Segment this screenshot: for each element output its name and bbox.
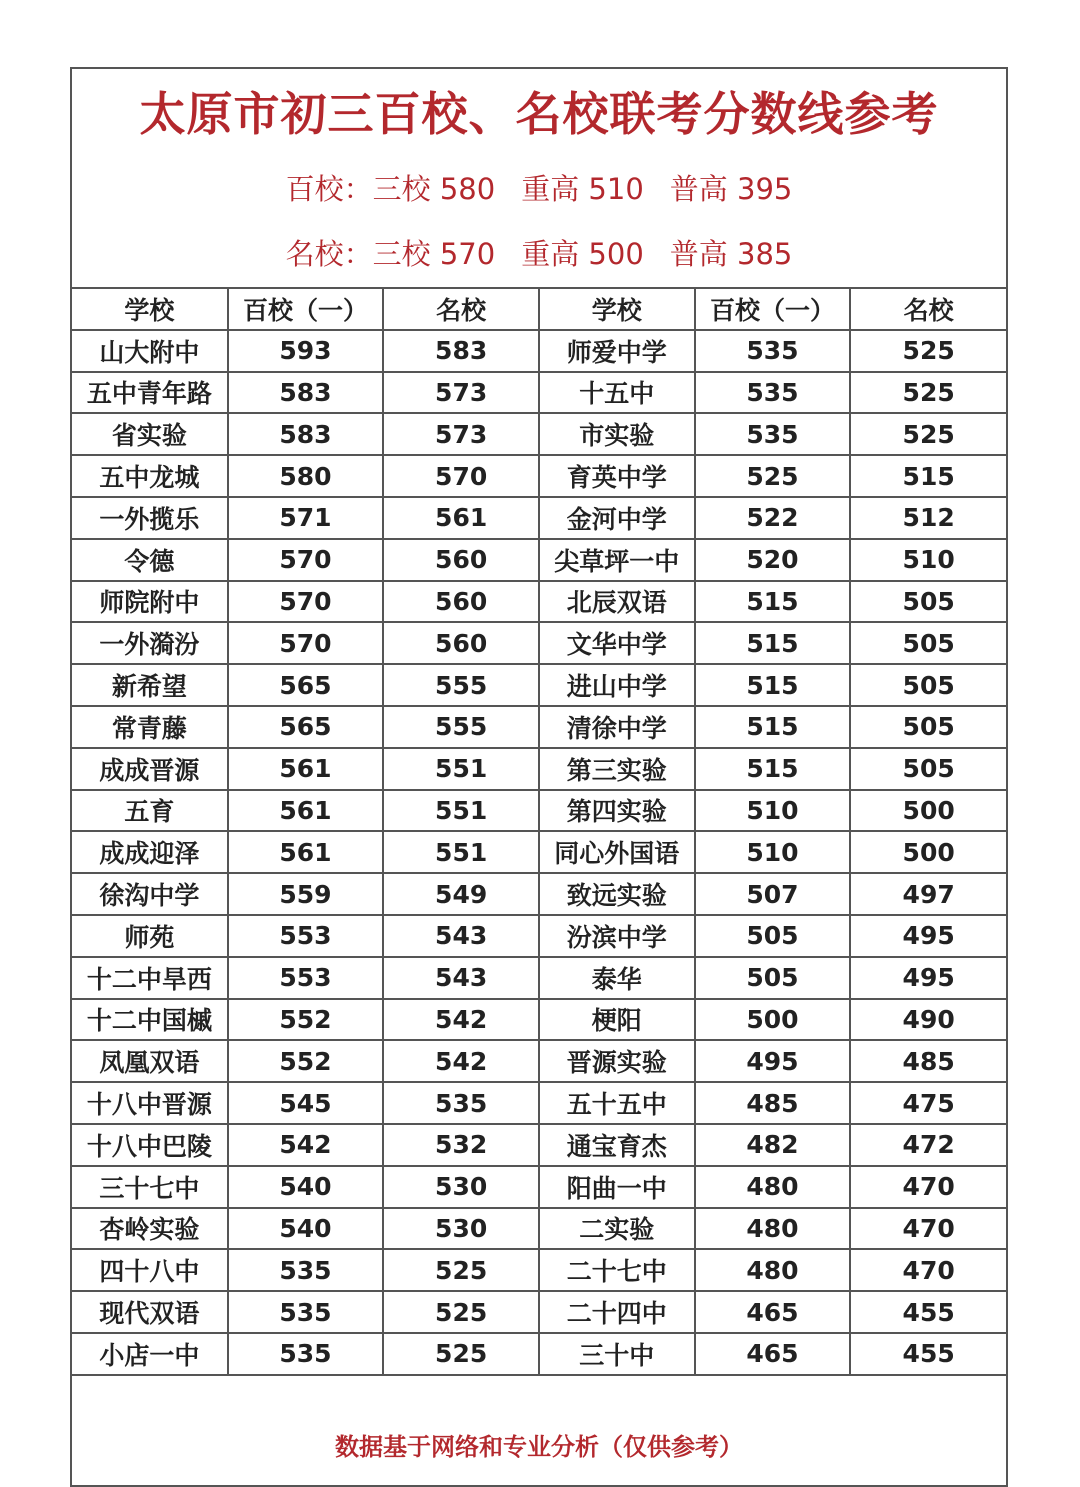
- score-cell: 522: [695, 497, 851, 539]
- score-cell: 535: [228, 1291, 384, 1333]
- score-cell: 495: [850, 957, 1006, 999]
- school-cell: 十二中国槭: [72, 999, 228, 1041]
- score-cell: 551: [383, 831, 539, 873]
- score-cell: 475: [850, 1082, 1006, 1124]
- score-cell: 520: [695, 539, 851, 581]
- score-cell: 560: [383, 622, 539, 664]
- table-row: [72, 455, 1006, 497]
- score-cell: 551: [383, 748, 539, 790]
- school-cell: 第三实验: [539, 748, 695, 790]
- score-cell: 505: [850, 748, 1006, 790]
- score-cell: 573: [383, 372, 539, 414]
- table-row: [72, 1166, 1006, 1208]
- score-cell: 470: [850, 1166, 1006, 1208]
- school-cell: 师爱中学: [539, 330, 695, 372]
- school-cell: 泰华: [539, 957, 695, 999]
- score-cell: 560: [383, 581, 539, 623]
- score-cell: 507: [695, 873, 851, 915]
- score-cell: 497: [850, 873, 1006, 915]
- line-item: 三校 580: [372, 172, 496, 206]
- score-cell: 555: [383, 706, 539, 748]
- school-cell: 通宝育杰: [539, 1124, 695, 1166]
- table-row: [72, 748, 1006, 790]
- school-cell: 金河中学: [539, 497, 695, 539]
- table-row: [72, 1291, 1006, 1333]
- score-cell: 505: [850, 706, 1006, 748]
- school-cell: 十八中晋源: [72, 1082, 228, 1124]
- score-cell: 543: [383, 915, 539, 957]
- school-cell: 梗阳: [539, 999, 695, 1041]
- score-cell: 485: [695, 1082, 851, 1124]
- score-cell: 482: [695, 1124, 851, 1166]
- footer-note: 数据基于网络和专业分析（仅供参考）: [335, 1433, 743, 1461]
- school-cell: 常青藤: [72, 706, 228, 748]
- column-header: 名校: [383, 288, 539, 330]
- school-cell: 十八中巴陵: [72, 1124, 228, 1166]
- score-cell: 560: [383, 539, 539, 581]
- score-cell: 530: [383, 1166, 539, 1208]
- score-cell: 552: [228, 999, 384, 1041]
- score-cell: 510: [695, 831, 851, 873]
- table-row: [72, 831, 1006, 873]
- line-item: 重高 500: [521, 237, 644, 271]
- table-row: [72, 957, 1006, 999]
- score-cell: 470: [850, 1208, 1006, 1250]
- table-row: [72, 915, 1006, 957]
- score-cell: 535: [695, 413, 851, 455]
- score-cell: 525: [383, 1291, 539, 1333]
- table-row: [72, 539, 1006, 581]
- score-cell: 525: [383, 1249, 539, 1291]
- score-cell: 535: [228, 1333, 384, 1375]
- score-cell: 455: [850, 1291, 1006, 1333]
- school-cell: 小店一中: [72, 1333, 228, 1375]
- score-cell: 465: [695, 1333, 851, 1375]
- score-cell: 570: [228, 581, 384, 623]
- school-cell: 五中青年路: [72, 372, 228, 414]
- school-cell: 三十七中: [72, 1166, 228, 1208]
- school-cell: 同心外国语: [539, 831, 695, 873]
- school-cell: 凤凰双语: [72, 1040, 228, 1082]
- score-cell: 480: [695, 1166, 851, 1208]
- score-cell: 535: [695, 330, 851, 372]
- score-cell: 561: [228, 831, 384, 873]
- school-cell: 文华中学: [539, 622, 695, 664]
- score-cell: 525: [850, 330, 1006, 372]
- score-cell: 551: [383, 790, 539, 832]
- score-cell: 559: [228, 873, 384, 915]
- school-cell: 一外揽乐: [72, 497, 228, 539]
- score-cell: 525: [850, 413, 1006, 455]
- score-cell: 561: [228, 790, 384, 832]
- table-row: [72, 1249, 1006, 1291]
- score-cell: 571: [228, 497, 384, 539]
- school-cell: 杏岭实验: [72, 1208, 228, 1250]
- score-cell: 525: [695, 455, 851, 497]
- score-cell: 505: [695, 957, 851, 999]
- score-cell: 553: [228, 957, 384, 999]
- table-row: [72, 1124, 1006, 1166]
- score-cell: 583: [228, 372, 384, 414]
- school-cell: 尖草坪一中: [539, 539, 695, 581]
- score-cell: 490: [850, 999, 1006, 1041]
- score-cell: 515: [695, 581, 851, 623]
- line-label: 名校：: [285, 237, 373, 271]
- table-row: [72, 581, 1006, 623]
- table-row: [72, 330, 1006, 372]
- score-cell: 570: [228, 622, 384, 664]
- table-row: [72, 1208, 1006, 1250]
- school-cell: 五育: [72, 790, 228, 832]
- school-cell: 省实验: [72, 413, 228, 455]
- table-row: [72, 664, 1006, 706]
- score-cell: 542: [383, 1040, 539, 1082]
- school-cell: 二十七中: [539, 1249, 695, 1291]
- score-cell: 593: [228, 330, 384, 372]
- score-cell: 535: [695, 372, 851, 414]
- column-header: 百校（一）: [695, 288, 851, 330]
- line-item: 重高 510: [521, 172, 644, 206]
- school-cell: 徐沟中学: [72, 873, 228, 915]
- table-row: [72, 1082, 1006, 1124]
- score-cell: 510: [695, 790, 851, 832]
- score-cell: 470: [850, 1249, 1006, 1291]
- school-cell: 新希望: [72, 664, 228, 706]
- score-cell: 505: [850, 581, 1006, 623]
- school-cell: 十五中: [539, 372, 695, 414]
- school-cell: 汾滨中学: [539, 915, 695, 957]
- line-label: 百校：: [285, 172, 373, 206]
- sheet-header: [72, 69, 1006, 287]
- score-cell: 480: [695, 1249, 851, 1291]
- score-cell: 540: [228, 1166, 384, 1208]
- school-cell: 成成晋源: [72, 748, 228, 790]
- line-item: 普高 395: [669, 172, 793, 206]
- score-cell: 512: [850, 497, 1006, 539]
- school-cell: 五中龙城: [72, 455, 228, 497]
- score-cell: 465: [695, 1291, 851, 1333]
- score-cell: 500: [850, 790, 1006, 832]
- school-cell: 令德: [72, 539, 228, 581]
- score-cell: 515: [695, 664, 851, 706]
- column-header: 学校: [72, 288, 228, 330]
- score-sheet: [70, 67, 1008, 1487]
- table-row: [72, 999, 1006, 1041]
- score-cell: 495: [850, 915, 1006, 957]
- score-cell: 552: [228, 1040, 384, 1082]
- table-row: [72, 1333, 1006, 1375]
- score-cell: 515: [850, 455, 1006, 497]
- table-row: [72, 413, 1006, 455]
- score-cell: 543: [383, 957, 539, 999]
- score-cell: 540: [228, 1208, 384, 1250]
- score-cell: 525: [850, 372, 1006, 414]
- score-cell: 535: [228, 1249, 384, 1291]
- school-cell: 现代双语: [72, 1291, 228, 1333]
- table-row: [72, 372, 1006, 414]
- score-cell: 505: [850, 622, 1006, 664]
- table-row: [72, 790, 1006, 832]
- score-cell: 542: [228, 1124, 384, 1166]
- column-header: 名校: [850, 288, 1006, 330]
- score-cell: 565: [228, 706, 384, 748]
- mingxiao-cutoff-line: [72, 234, 1006, 274]
- school-cell: 市实验: [539, 413, 695, 455]
- school-cell: 阳曲一中: [539, 1166, 695, 1208]
- school-cell: 一外漪汾: [72, 622, 228, 664]
- score-cell: 515: [695, 622, 851, 664]
- school-cell: 十二中旱西: [72, 957, 228, 999]
- school-cell: 北辰双语: [539, 581, 695, 623]
- school-cell: 致远实验: [539, 873, 695, 915]
- score-cell: 510: [850, 539, 1006, 581]
- score-cell: 485: [850, 1040, 1006, 1082]
- score-cell: 532: [383, 1124, 539, 1166]
- table-row: [72, 706, 1006, 748]
- school-cell: 五十五中: [539, 1082, 695, 1124]
- score-cell: 535: [383, 1082, 539, 1124]
- score-cell: 583: [228, 413, 384, 455]
- baixiao-cutoff-line: [72, 169, 1006, 209]
- table-body: [72, 330, 1006, 1375]
- score-cell: 542: [383, 999, 539, 1041]
- score-cell: 480: [695, 1208, 851, 1250]
- school-cell: 清徐中学: [539, 706, 695, 748]
- score-cell: 573: [383, 413, 539, 455]
- score-cell: 583: [383, 330, 539, 372]
- score-cell: 530: [383, 1208, 539, 1250]
- score-cell: 561: [383, 497, 539, 539]
- page-title: 太原市初三百校、名校联考分数线参考: [139, 87, 939, 141]
- school-cell: 育英中学: [539, 455, 695, 497]
- school-cell: 三十中: [539, 1333, 695, 1375]
- score-cell: 472: [850, 1124, 1006, 1166]
- score-cell: 455: [850, 1333, 1006, 1375]
- score-cell: 570: [383, 455, 539, 497]
- score-cell: 555: [383, 664, 539, 706]
- score-cell: 525: [383, 1333, 539, 1375]
- score-cell: 500: [850, 831, 1006, 873]
- school-cell: 第四实验: [539, 790, 695, 832]
- score-table: [72, 287, 1006, 1376]
- score-cell: 515: [695, 706, 851, 748]
- score-cell: 505: [850, 664, 1006, 706]
- score-cell: 545: [228, 1082, 384, 1124]
- table-row: [72, 622, 1006, 664]
- table-row: [72, 873, 1006, 915]
- score-cell: 553: [228, 915, 384, 957]
- school-cell: 二实验: [539, 1208, 695, 1250]
- school-cell: 山大附中: [72, 330, 228, 372]
- score-cell: 515: [695, 748, 851, 790]
- score-cell: 570: [228, 539, 384, 581]
- column-header: 学校: [539, 288, 695, 330]
- school-cell: 二十四中: [539, 1291, 695, 1333]
- score-cell: 565: [228, 664, 384, 706]
- school-cell: 四十八中: [72, 1249, 228, 1291]
- score-cell: 561: [228, 748, 384, 790]
- score-cell: 505: [695, 915, 851, 957]
- score-cell: 580: [228, 455, 384, 497]
- score-cell: 500: [695, 999, 851, 1041]
- table-row: [72, 497, 1006, 539]
- school-cell: 师苑: [72, 915, 228, 957]
- school-cell: 晋源实验: [539, 1040, 695, 1082]
- table-row: [72, 1040, 1006, 1082]
- line-item: 三校 570: [372, 237, 496, 271]
- line-item: 普高 385: [669, 237, 793, 271]
- school-cell: 师院附中: [72, 581, 228, 623]
- column-header: 百校（一）: [228, 288, 384, 330]
- table-header-row: [72, 288, 1006, 330]
- school-cell: 进山中学: [539, 664, 695, 706]
- score-cell: 549: [383, 873, 539, 915]
- score-cell: 495: [695, 1040, 851, 1082]
- school-cell: 成成迎泽: [72, 831, 228, 873]
